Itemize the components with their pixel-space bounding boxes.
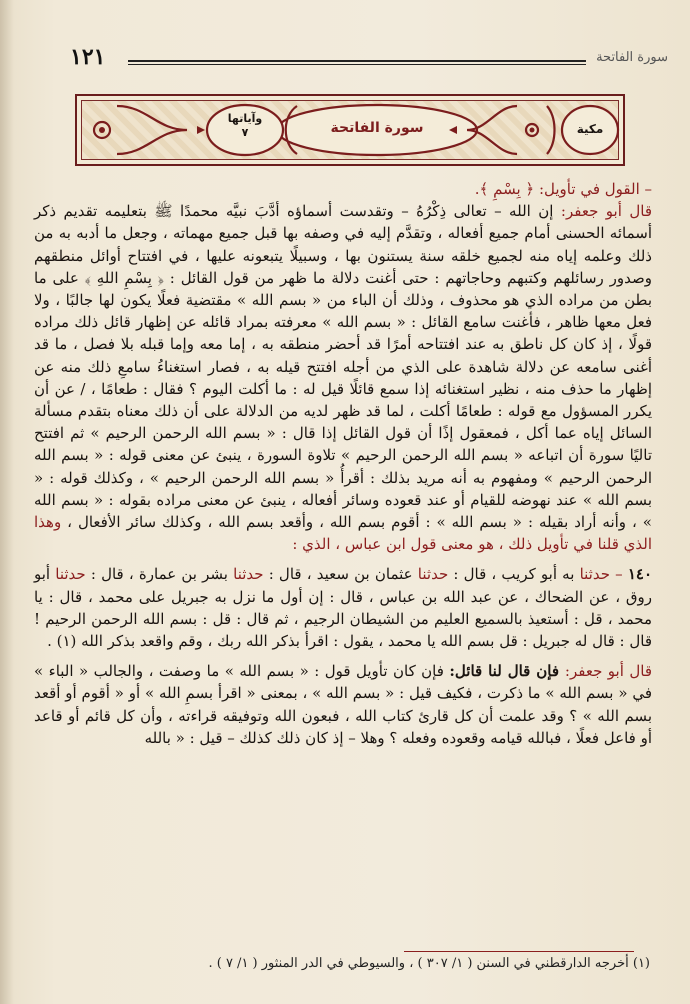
running-head-rule-thin <box>128 64 586 65</box>
ayat-count: ٧ <box>241 126 249 139</box>
page-number: ١٢١ <box>70 44 106 70</box>
hadith-number: ١٤٠ <box>627 565 652 584</box>
running-head-title: سورة الفاتحة <box>596 50 668 65</box>
narration-lead: حدثنا <box>55 565 86 584</box>
narration-lead: حدثنا <box>233 565 264 584</box>
paragraph-tail: وهذا الذي قلنا في تأويل ذلك ، هو معنى قول ابن عباس ، الذي : <box>34 513 652 554</box>
narration-text: أبو روق ، عن الضحاك ، عن عبد الله بن عباس ، قال : إن أول ما نزل به جبريل على محمد ، قال : يا محمد ، قل : أستعيذ بالسميع العليم من الشيطان الرجيم ، ثم قال : قل : بسم الله الرحمن الرحيم ! قال : قال له جبريل : قل بسم الله يا محمد ، يقول : اقرأ بذكر الله ربك ، وقم واقعد بذكر الله (١) . <box>34 565 652 651</box>
section-heading <box>34 178 652 200</box>
footnote-rule <box>404 951 634 952</box>
speaker-label: قال أبو جعفر: <box>560 202 652 221</box>
narration-text: به أبو كريب ، قال : <box>448 565 580 584</box>
narration-text: بشر بن عمارة ، قال : <box>85 565 234 584</box>
paragraph-question <box>34 660 652 749</box>
main-text <box>34 178 652 749</box>
surah-title: سورة الفاتحة <box>330 120 424 136</box>
paragraph-commentary <box>34 200 652 555</box>
surah-banner <box>75 94 625 166</box>
page-gutter-shadow <box>0 0 14 1004</box>
paragraph-text: إن الله – تعالى ذِكْرُهُ – وتقدست أسماؤه أدَّبَ نبيَّه محمدًا ﷺ بتعليمه تقديم ذكر أسمائه الحسنى أمام جميع أفعاله ، وتقدَّم إليه في وصفه بها قبل جميع مهماته ، وجعل ما أدبه به من ذلك وعلمه إياه منه لجميع خلقه سنة يستنون بها ، وسبيلًا يتبعونه عليها ، في افتتاح أوائل منطقهم وصدور رسائلهم وكتبهم وحاجاتهم : حتى أغنت دلالة ما ظهر من قول القائل : ﴿ بِسْمِ اللهِ ﴾ على ما بطن من مراده الذي هو محذوف ، وذلك أن الباء من « بسم الله » مقتضية فعلًا يكون لها جالبًا ، ولا فعل معها ظاهر ، فأغنت سامع القائل : « بسم الله » معرفته بمراد قائله عن إظهار قائل ذلك مراده قولًا ، إذ كان كل ناطق به عند افتتاحه أمرًا قد أحضر منطقه به ، إما معه وإما قبله بلا فصل ، ما قد أغنى سامعه عن دلالة شاهدة على الذي من أجله افتتح قيله به ، فصار استغناءُ سامعِ ذلك منه عن إظهار ما حذف منه ، نظير استغنائه إذا سمع قائلًا قيل له : ما أكلت اليوم ؟ فقال : طعامًا ، / عن أن يكرر المسؤول مع قوله : طعامًا أكلت ، لما قد ظهر لديه من الدلالة على أن ذلك معناه بتقدم مسألة السائل إياه عما أكل ، فمعقول إذًا أن قول القائل إذا قال : « بسم الله الرحمن الرحيم » ثم افتتح تاليًا سورة أن اتباعه « بسم الله الرحمن الرحيم » تلاوة السورة ، ينبئ عن معنى قوله : « بسم الله الرحمن الرحيم » ومفهوم به أنه مريد بذلك : أقرأُ « بسم الله الرحمن الرحيم » ، وكذلك قوله : « بسم الله » عند نهوضه للقيام أو عند قعوده وسائر أفعاله ، ينبئ عن معنى مراده بقوله : « بسم الله » ، وأنه أراد بقيله : « بسم الله » : أقوم بسم الله ، وأقعد بسم الله ، وكذلك سائر الأفعال ، <box>34 202 652 532</box>
heading-text: – القول في تأويل: ﴿ بِسْمِ ﴾. <box>474 180 652 198</box>
hadith-entry <box>34 563 652 652</box>
narration-lead: حدثنا <box>417 565 449 584</box>
narration-text: عثمان بن سعيد ، قال : <box>263 565 418 584</box>
footnote: (١) أخرجه الدارقطني في السنن ( ١/ ٣٠٧ ) ، والسيوطي في الدر المنثور ( ١/ ٧ ) . <box>208 956 650 971</box>
ayat-count-block <box>210 112 280 140</box>
makki-label: مكية <box>576 122 604 136</box>
speaker-label: قال أبو جعفر: <box>564 662 652 681</box>
running-head-rule <box>128 60 586 62</box>
ayat-label: وآياتها <box>227 112 263 125</box>
paragraph-text: فإن كان تأويل قول : « بسم الله » ما وصفت ، والجالب « الباء » في « بسم الله » ما ذكرت ، فكيف قيل : « بسم الله » ، بمعنى « اقرأ بسمِ الله » أو « أقوم أو أقعد بسم الله » ؟ وقد علمت أن كل قارئ كتاب الله ، فبعون الله وتوفيقه قراءته ، وأن كل قائم أو قاعد أو فاعل فعلًا ، فبالله قيامه وقعوده وفعله ؟ وهلا – إذ كان ذلك كذلك – قيل : « بالله <box>34 662 652 747</box>
running-head <box>70 46 668 74</box>
question-lead: فإن قال لنا قائل: <box>449 662 565 681</box>
narration-lead: – حدثنا <box>579 565 628 584</box>
